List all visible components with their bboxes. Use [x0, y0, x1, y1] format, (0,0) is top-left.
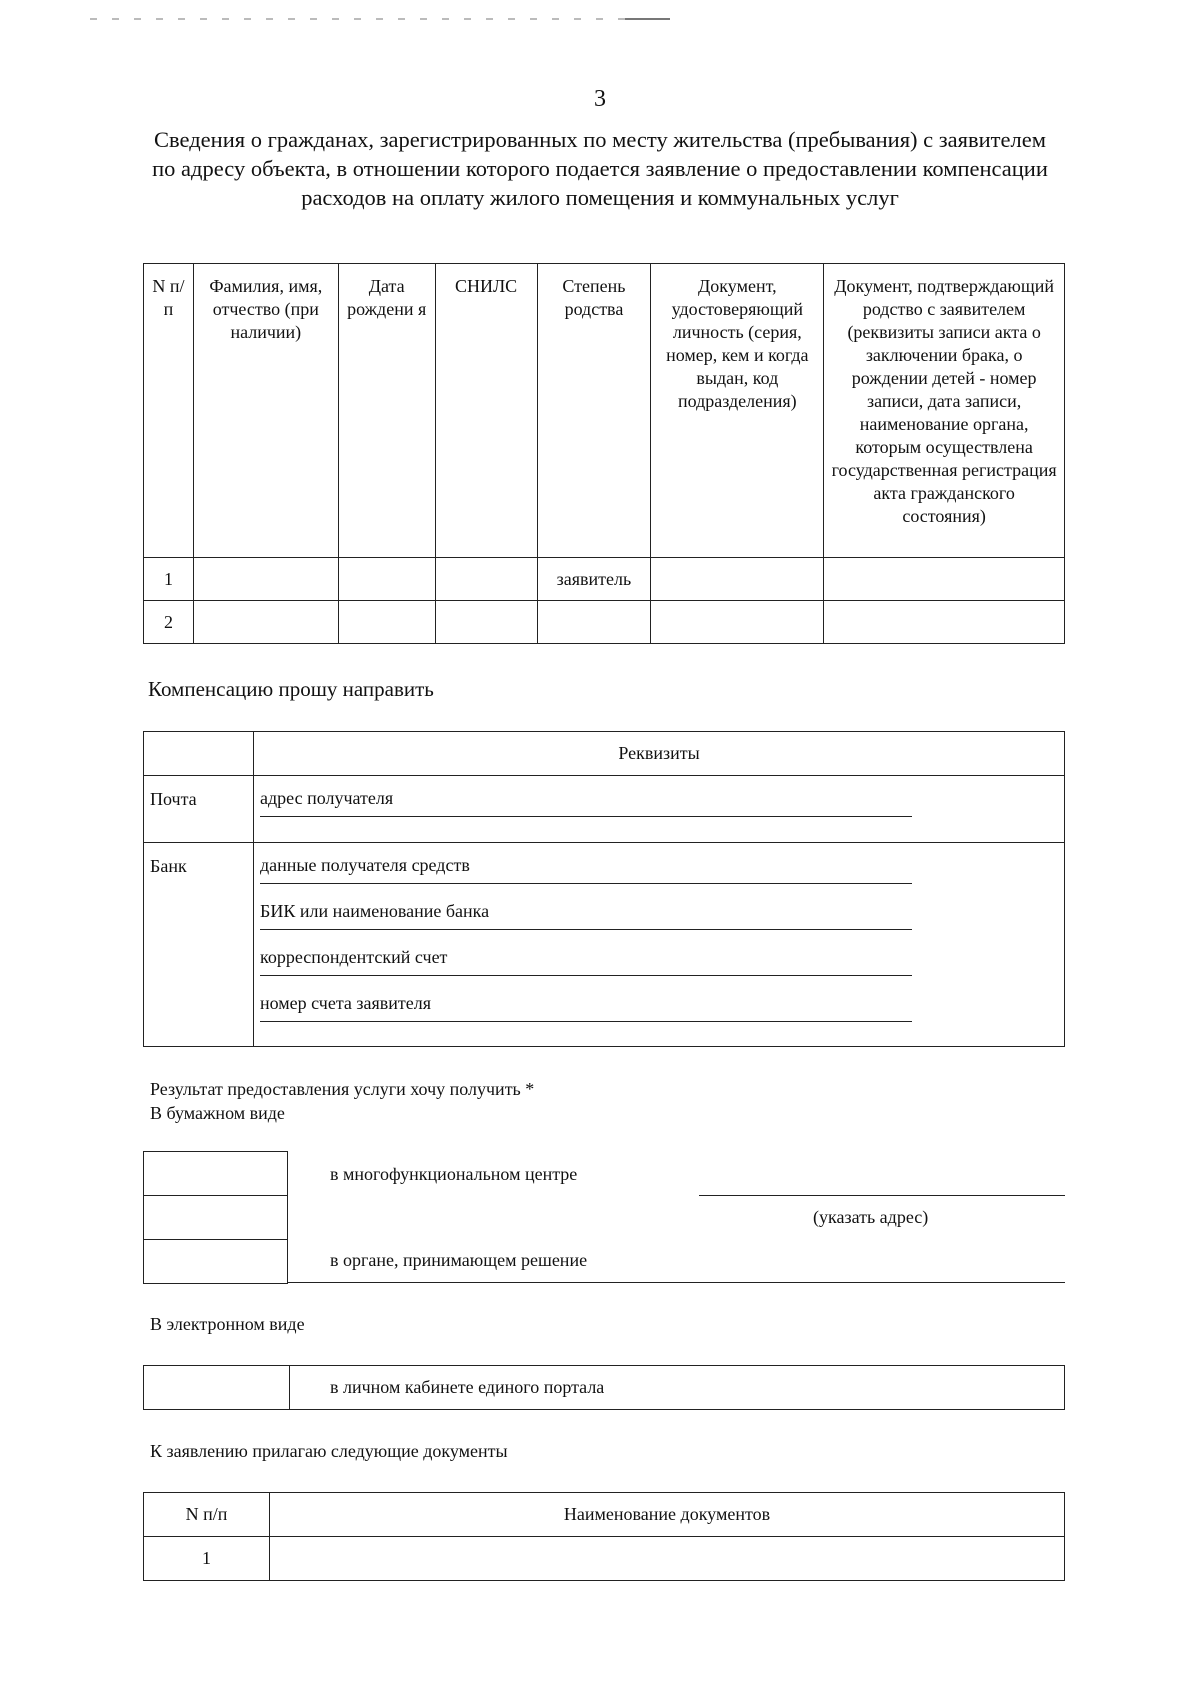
- table-row: [144, 601, 1065, 644]
- table-row: [144, 1537, 1065, 1581]
- scan-artifact-marks: [90, 18, 670, 20]
- documents-heading: К заявлению прилагаю следующие документы: [150, 1441, 508, 1461]
- col-header-fio: Фамилия, имя, отчество (при наличии): [193, 264, 338, 558]
- checkbox-authority[interactable]: [144, 1240, 287, 1284]
- result-heading: [150, 1077, 534, 1125]
- cell-kinship: заявитель: [537, 558, 651, 601]
- electronic-form-label: В электронном виде: [150, 1314, 305, 1334]
- cell-kinship-document[interactable]: [824, 601, 1065, 644]
- cell-doc-name[interactable]: [270, 1537, 1065, 1581]
- table-row: [144, 558, 1065, 601]
- cell-birthdate[interactable]: [338, 558, 435, 601]
- option-authority: в органе, принимающем решение: [330, 1250, 588, 1270]
- result-title: Результат предоставления услуги хочу получить *: [150, 1079, 535, 1099]
- compensation-corner-cell: [144, 732, 254, 776]
- col-header-birthdate: Дата рождени я: [338, 264, 435, 558]
- cell-fio[interactable]: [193, 601, 338, 644]
- bank-account-field[interactable]: [254, 981, 1064, 1027]
- page-number: 3: [594, 86, 606, 112]
- col-header-doc-name: Наименование документов: [270, 1493, 1065, 1537]
- cell-id-document[interactable]: [651, 601, 824, 644]
- address-input-line[interactable]: [699, 1195, 1065, 1196]
- cell-id-document[interactable]: [651, 558, 824, 601]
- cell-snils[interactable]: [435, 601, 537, 644]
- cell-num: 1: [144, 558, 194, 601]
- bank-fields: [254, 843, 1065, 1047]
- mail-address-label: адрес получателя: [260, 788, 394, 808]
- bank-label: Банк: [144, 843, 254, 1047]
- bank-bic-label: БИК или наименование банка: [260, 901, 490, 921]
- cell-birthdate[interactable]: [338, 601, 435, 644]
- paper-checkbox-group: [143, 1151, 288, 1284]
- mail-label: Почта: [144, 776, 254, 843]
- paper-form-label: В бумажном виде: [150, 1103, 285, 1123]
- checkbox-mfc[interactable]: [144, 1152, 287, 1196]
- col-header-id-document: Документ, удостоверяющий личность (серия, номер, кем и когда выдан, код подразделения): [651, 264, 824, 558]
- col-header-kinship-document: Документ, подтверждающий родство с заявителем (реквизиты записи акта о заключении брака, о рождении детей - номер записи, дата записи, наименование органа, которым осуществлена государственная регистрация акта гражданского состояния): [824, 264, 1065, 558]
- cell-doc-num: 1: [144, 1537, 270, 1581]
- page-title: Сведения о гражданах, зарегистрированных по месту жительства (пребывания) с заявителем по адресу объекта, в отношении которого подается заявление о предоставлении компенсации расходов на оплату жилого помещения и коммунальных услуг: [152, 127, 1048, 210]
- cell-kinship-document[interactable]: [824, 558, 1065, 601]
- documents-table: [143, 1492, 1065, 1581]
- checkbox-portal[interactable]: [143, 1365, 288, 1410]
- address-hint: (указать адрес): [813, 1207, 929, 1227]
- compensation-heading: Компенсацию прошу направить: [148, 677, 434, 701]
- option-portal: в личном кабинете единого портала: [330, 1377, 605, 1397]
- bank-corr-account-field[interactable]: [254, 935, 1064, 981]
- bank-recipient-field[interactable]: [254, 843, 1064, 889]
- bank-recipient-label: данные получателя средств: [260, 855, 470, 875]
- cell-num: 2: [144, 601, 194, 644]
- bank-corr-account-label: корреспондентский счет: [260, 947, 448, 967]
- col-header-num: N п/п: [144, 264, 194, 558]
- col-header-snils: СНИЛС: [435, 264, 537, 558]
- checkbox-empty[interactable]: [144, 1196, 287, 1240]
- compensation-table: [143, 731, 1065, 1047]
- requisites-header: Реквизиты: [254, 732, 1065, 776]
- mail-address-field[interactable]: [254, 776, 1064, 822]
- col-header-doc-num: N п/п: [144, 1493, 270, 1537]
- citizens-table-header: [144, 264, 1065, 558]
- cell-kinship[interactable]: [537, 601, 651, 644]
- option-mfc: в многофункциональном центре: [330, 1164, 578, 1184]
- mail-fields: [254, 776, 1065, 843]
- divider-line: [288, 1282, 1065, 1283]
- citizens-table: [143, 263, 1065, 644]
- cell-fio[interactable]: [193, 558, 338, 601]
- bank-account-label: номер счета заявителя: [260, 993, 432, 1013]
- col-header-kinship: Степень родства: [537, 264, 651, 558]
- bank-bic-field[interactable]: [254, 889, 1064, 935]
- cell-snils[interactable]: [435, 558, 537, 601]
